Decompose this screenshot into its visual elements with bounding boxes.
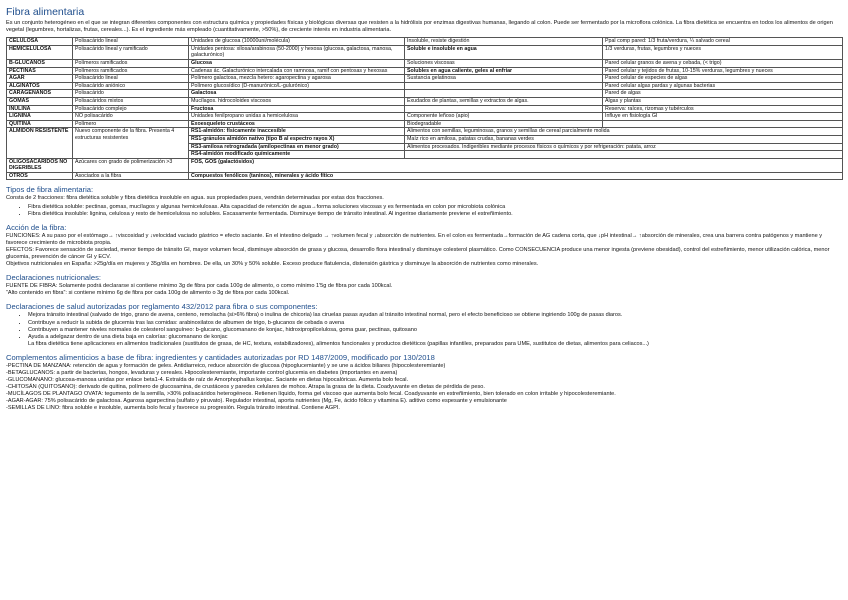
table-cell: Componente leñoso (apio) bbox=[405, 113, 603, 121]
table-row bbox=[7, 113, 843, 121]
table-row bbox=[7, 128, 843, 136]
table-cell: Polisacárido aniónico bbox=[73, 82, 189, 90]
table-row bbox=[7, 67, 843, 75]
table-cell: PECTINAS bbox=[7, 67, 73, 75]
salud-extra: La fibra dietética tiene aplicaciones en alimentos tradicionales (sustitutos de grasa, de HC, textura, estabilizadores), alimentos funcionales y productos dietéticos (papillas infantiles, preparados para UME, sustitutos de dietas, alimentos para celiacos...) bbox=[28, 340, 649, 347]
table-cell bbox=[405, 82, 603, 90]
list-item: • Ayuda a adelgazar dentro de una dieta baja en calorías: glucomanano de konjac bbox=[28, 334, 842, 341]
table-cell: OTROS bbox=[7, 172, 73, 180]
table-cell: AGAR bbox=[7, 75, 73, 83]
table-cell: 1/3 verduras, frutas, legumbres y nueces bbox=[603, 45, 843, 59]
table-cell: Polímero bbox=[73, 120, 189, 128]
declaraciones-heading: Declaraciones nutricionales: bbox=[6, 273, 101, 283]
table-cell: Glucosa bbox=[189, 59, 405, 67]
table-cell: B-GLUCANOS bbox=[7, 59, 73, 67]
table-cell: QUITINA bbox=[7, 120, 73, 128]
accion-line: EFECTOS: Favorece sensación de saciedad, menor tiempo de tránsito GI, mayor volumen fecal, disminuye absorción de grasa y glucosa, desarrollo flora intestinal y disminuye colesterol plasmático. Como CONSECUENCIA produce una menor ingesta (previene obesidad), control del estreñimiento, menor utilización calórica, menor glucemia, prevención de cáncer GI y ECV. bbox=[6, 246, 830, 261]
table-cell: Soluble e insoluble en agua bbox=[405, 45, 603, 59]
list-item: • Contribuye a reducir la subida de glucemia tras las comidas: arabinoxilatos de albumen de trigo, b-glucanos de cebada o avena bbox=[28, 320, 842, 327]
table-cell: GOMAS bbox=[7, 97, 73, 105]
table-cell: Polímeros ramificados bbox=[73, 59, 189, 67]
table-cell: Pared celular algas pardas y algunas bacterias bbox=[603, 82, 843, 90]
table-row bbox=[7, 45, 843, 59]
accion-line: Objetivos nutricionales en España: >25g/día en mujeres y 35g/día en hombres. De ella, un 30% y 50% soluble. Exceso produce flatulencia, distensión gástrica y disminuye la absorción de nutrientes como minerales. bbox=[6, 261, 539, 268]
table-cell: CARAGENANOS bbox=[7, 90, 73, 98]
table-cell: RS3-amilosa retrogradada (amilopectinas en menor grado) bbox=[189, 143, 405, 151]
document-title: Fibra alimentaria bbox=[6, 6, 85, 18]
table-cell: Insoluble, resiste digestión bbox=[405, 38, 603, 46]
table-cell: Polisacáridos mixtos bbox=[73, 97, 189, 105]
table-cell: FOS, GOS (galactósidos) bbox=[189, 158, 843, 172]
tipos-intro: Consta de 2 fracciones: fibra dietética soluble y fibra dietética insoluble en agua. sus propiedades pues, vendrán determinadas por estas dos fracciones. bbox=[6, 195, 384, 202]
tipos-heading: Tipos de fibra alimentaria: bbox=[6, 185, 94, 195]
table-row bbox=[7, 158, 843, 172]
declaraciones-section bbox=[6, 283, 842, 297]
table-cell: Alimentos con semillas, leguminosas, granos y semillas de cereal parcialmente molida bbox=[405, 128, 843, 136]
table-cell: Maíz rico en amilosa, patatas crudas, bananas verdes bbox=[405, 135, 843, 143]
table-cell: Compuestos fenólicos (taninos), minerales y ácido fítico bbox=[189, 172, 843, 180]
declaraciones-line: “Alto contenido en fibra”: si contiene mínimo 6g de fibra por cada 100g de alimento o 3g de fibra por cada 100kcal. bbox=[6, 290, 290, 297]
table-cell: Polisacárido lineal y ramificado bbox=[73, 45, 189, 59]
table-cell: Nuevo componente de la fibra. Presenta 4 estructuras resistentes bbox=[73, 128, 189, 158]
table-cell: OLIGOSACÁRIDOS NO DIGERIBLES bbox=[7, 158, 73, 172]
table-cell: Exudados de plantas, semillas y extractos de algas. bbox=[405, 97, 603, 105]
complementos-line: -SEMILLAS DE LINO: fibra soluble e insoluble, aumenta bolo fecal y favorece su progresión. Regula tránsito intestinal. Contiene AGPI. bbox=[6, 405, 340, 412]
table-cell: INULINA bbox=[7, 105, 73, 113]
table-cell: NO polisacárido bbox=[73, 113, 189, 121]
list-item: • Contribuyen a mantener niveles normales de colesterol sanguíneo: b-glucano, glucomanano de konjac, hidroxipropilcelulosa, goma guar, pectinas, quitosano bbox=[28, 327, 842, 334]
table-cell: Pared celular de especies de algas bbox=[603, 75, 843, 83]
table-cell: RS1-gránulos almidón nativo (tipo B al espectro rayos X) bbox=[189, 135, 405, 143]
table-cell: Unidades de glucosa (10000uni/molécula) bbox=[189, 38, 405, 46]
table-row bbox=[7, 105, 843, 113]
table-row bbox=[7, 38, 843, 46]
accion-section bbox=[6, 233, 842, 268]
table-cell: RS1-almidón: físicamente inaccesible bbox=[189, 128, 405, 136]
table-cell: Azúcares con grado de polimerización >3 bbox=[73, 158, 189, 172]
table-row bbox=[7, 172, 843, 180]
table-cell: ALGINATOS bbox=[7, 82, 73, 90]
table-cell: Reserva: raíces, rizomas y tubérculos bbox=[603, 105, 843, 113]
table-cell: Unidades fenilpropano unidas a hemicelulosa bbox=[189, 113, 405, 121]
table-cell: Asociados a la fibra bbox=[73, 172, 189, 180]
table-cell: Polímero galactosa, mezcla hetero: agaropectina y agarosa bbox=[189, 75, 405, 83]
complementos-line: -PECTINA DE MANZANA: retención de agua y formación de geles. Antidiarreico, reduce absorción de glucosa (hipoglucemiante) y se une a ácidos biliares (hipocolesteremiante) bbox=[6, 362, 446, 369]
tipos-list bbox=[6, 204, 842, 218]
table-cell: LIGNINA bbox=[7, 113, 73, 121]
accion-line: FUNCIONES: A su paso por el estómago→ ↑viscosidad y ↓velocidad vaciado gástrico = efecto saciante. En el intestino delgado → ↑volumen fecal y ↓absorción de nutrientes. En el colon es fermentada→formación de AG cadena corta, que ↓pH intestinal→ ↑absorción de minerales, crea una barrera contra patógenos y mantiene y favorece crecimiento de microbiota propia. bbox=[6, 232, 823, 246]
table-cell: Polisacárido lineal bbox=[73, 38, 189, 46]
table-cell: Alimentos procesados. Indigeribles mediante procesos físicos o químicos y por refrigeración: patata, arroz bbox=[405, 143, 843, 151]
table-cell: Pared celular y tejidos de frutas, 10-15% verduras, legumbres y nueces bbox=[603, 67, 843, 75]
table-cell: Influye en fisiología GI bbox=[603, 113, 843, 121]
table-cell: CELULOSA bbox=[7, 38, 73, 46]
complementos-line: -MUCÍLAGOS DE PLANTAGO OVATA: tegumento de la semilla, >30% polisacáridos heterogéneos. Retienen líquido, forma gel viscoso que aumenta bolo fecal. Coadyuvante en estreñimiento, bien tolerado en colon irritable y hipocolesteremiante. bbox=[6, 391, 616, 398]
table-row bbox=[7, 59, 843, 67]
table-cell bbox=[405, 151, 843, 159]
table-cell: Polisacárido lineal bbox=[73, 75, 189, 83]
table-cell: ALMIDÓN RESISTENTE bbox=[7, 128, 73, 158]
table-cell: Solubles en agua caliente, geles al enfriar bbox=[405, 67, 603, 75]
table-row bbox=[7, 90, 843, 98]
table-cell: Polímeros ramificados bbox=[73, 67, 189, 75]
salud-list bbox=[6, 312, 842, 340]
table-cell: Unidades pentosa: xilosa/arabinosa (50-2000) y hexosa (glucosa, galactosa, manosa, galacturónico) bbox=[189, 45, 405, 59]
table-cell: Polisacárido complejo bbox=[73, 105, 189, 113]
salud-heading: Declaraciones de salud autorizadas por reglamento 432/2012 para fibra o sus componentes: bbox=[6, 302, 318, 312]
table-cell: Exoesqueleto crustáceos bbox=[189, 120, 405, 128]
table-cell bbox=[405, 105, 603, 113]
complementos-line: -BETAGLUCANOS: a partir de bacterias, hongos, levaduras y cereales. Hipocolesteremiante, importante control glucemia en diabetes (importantes en avena) bbox=[6, 369, 398, 376]
list-item: • Fibra dietética insoluble: lignina, celulosa y resto de hemicelulosa no solubles. Escasamente fermentada. Disminuye tiempo de tránsito intestinal. Al ingerirse diariamente previene el estreñimiento. bbox=[28, 211, 842, 218]
table-cell: Cadenas ác. Galacturónico intercalada con ramnosa, ramif con pentosas y hexosas bbox=[189, 67, 405, 75]
table-cell: Biodegradable bbox=[405, 120, 603, 128]
table-cell: Ppal comp pared: 1/3 fruta/verdura, ¼ salvado cereal bbox=[603, 38, 843, 46]
complementos-heading: Complementos alimenticios a base de fibra: ingredientes y cantidades autorizadas por RD 1487/2009, modificado por 130/2018 bbox=[6, 352, 435, 362]
accion-heading: Acción de la fibra: bbox=[6, 222, 67, 232]
table-cell bbox=[405, 90, 603, 98]
table-cell: Pared celular granos de avena y cebada, (< trigo) bbox=[603, 59, 843, 67]
list-item: • Mejora tránsito intestinal (salvado de trigo, grano de avena, centeno, remolacha (si>6% fibra) o inulina de chicoria) las ciruelas pasas ayudan al tránsito intestinal normal, pero el efecto beneficioso se obtiene ingiriendo 100g de pasas diaros. bbox=[28, 312, 842, 319]
complementos-line: -CHITOSÁN (QUITOSANO): derivado de quitina, polímero de glucosamina, de crustáceos y paredes celulares de mohos. Atrapa la grasa de la dieta. Coadyuvante en dietas de pérdida de peso. bbox=[6, 384, 485, 391]
table-cell: Pared de algas bbox=[603, 90, 843, 98]
table-cell: Mucílagos. hidrocoloides viscosos bbox=[189, 97, 405, 105]
table-cell: Polímero glucosídico (D-manurónico/L-gulurónico) bbox=[189, 82, 405, 90]
table-cell: Algas y plantas bbox=[603, 97, 843, 105]
complementos-line: -AGAR-AGAR: 75% polisacárido de galactosa. Agarosa agarpectina (sulfato y piruvato). Regulador intestinal, aporta nutrientes (Mg, Fe, ácido fólico y vitamina E). aditivo como espesante y emulsionante bbox=[6, 398, 507, 405]
list-item: • Fibra dietética soluble: pectinas, gomas, mucílagos y algunas hemicelulosas. Alta capacidad de retención de agua→forma soluciones viscosas y es fermentada en colon por microbiota colónica bbox=[28, 204, 842, 211]
table-cell bbox=[603, 120, 843, 128]
table-cell: Polisacárido bbox=[73, 90, 189, 98]
intro-paragraph: Es un conjunto heterogéneo en el que se integran diferentes componentes con estructura química y propiedades físicas y biológicas diversas que resisten a la hidrólisis por enzimas digestivas humanas, llegando al colon. Puede ser fermentado por la microflora colónica. La fibra dietética se encuentra en todos los alimentos de origen vegetal (legumbres, hortalizas, frutas, cereales...). Es el ingrediente más empleado (cuantitativamente, >50%), de creciente interés en industria alimentaria. bbox=[6, 20, 833, 34]
table-cell: RS4-almidón modificado químicamente bbox=[189, 151, 405, 159]
table-row bbox=[7, 75, 843, 83]
table-row bbox=[7, 97, 843, 105]
complementos-line: -GLUCOMANANO: glucosa-manosa unidas por enlace beta1-4. Extraída de raíz de Amorphophallus konjac. Saciante en dietas hipocalóricas. Aumenta bolo fecal. bbox=[6, 377, 409, 384]
declaraciones-line: FUENTE DE FIBRA: Solamente podrá declararse si contiene mínimo 3g de fibra por cada 100g de alimento, o como mínimo 1'5g de fibra por cada 100kcal. bbox=[6, 283, 393, 290]
table-cell: Sustancia gelatinosa bbox=[405, 75, 603, 83]
table-cell: Galactosa bbox=[189, 90, 405, 98]
fiber-components-table bbox=[6, 37, 843, 180]
table-cell: Fructosa bbox=[189, 105, 405, 113]
complementos-section bbox=[6, 363, 842, 413]
table-row bbox=[7, 82, 843, 90]
table-cell: Soluciones viscosas bbox=[405, 59, 603, 67]
table-cell: HEMICELULOSA bbox=[7, 45, 73, 59]
table-row bbox=[7, 120, 843, 128]
